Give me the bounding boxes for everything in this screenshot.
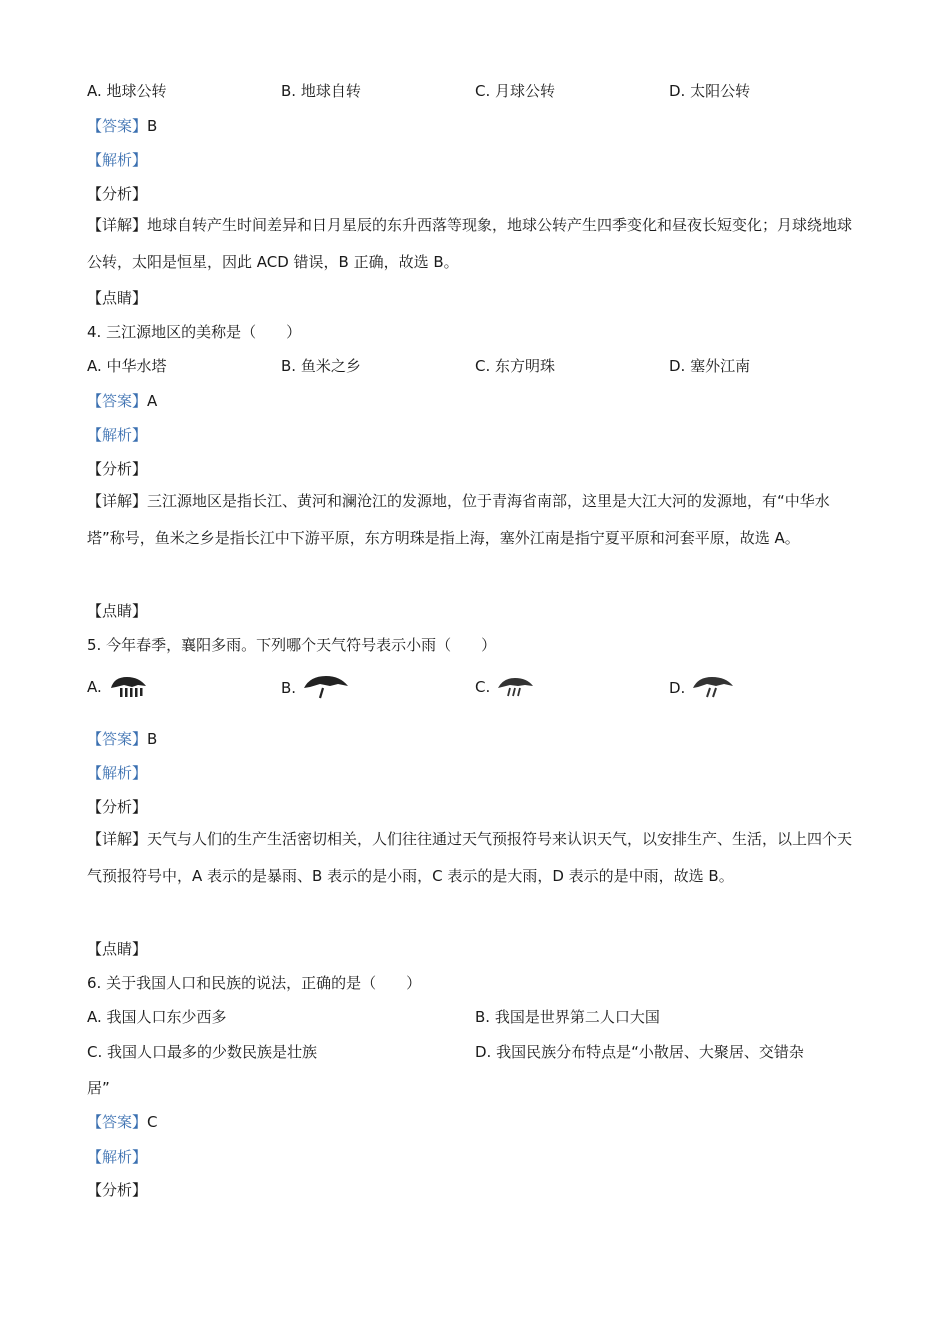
q4-fenxi: 【分析】 bbox=[87, 460, 148, 478]
answer-tag: 【答案】 bbox=[87, 392, 148, 410]
answer-tag: 【答案】 bbox=[87, 1113, 148, 1131]
q5-option-d bbox=[669, 674, 735, 702]
answer-value: A bbox=[147, 392, 158, 410]
moderate-rain-symbol-icon bbox=[691, 674, 735, 702]
q5-dianjing: 【点睛】 bbox=[87, 940, 148, 958]
q5-fenxi: 【分析】 bbox=[87, 798, 148, 816]
q6-question: 6. 关于我国人口和民族的说法，正确的是（ ） bbox=[87, 974, 422, 992]
q3-option-d: D. 太阳公转 bbox=[669, 82, 751, 100]
answer-tag: 【答案】 bbox=[87, 730, 148, 748]
q5-answer bbox=[87, 729, 157, 749]
answer-value: C bbox=[147, 1113, 158, 1131]
option-label: B. bbox=[281, 679, 297, 697]
q4-answer bbox=[87, 391, 157, 411]
q6-option-d-continued: 居” bbox=[87, 1079, 110, 1097]
option-label: C. bbox=[475, 678, 491, 696]
q6-answer bbox=[87, 1112, 158, 1132]
answer-value: B bbox=[147, 117, 158, 135]
q3-dianjing: 【点睛】 bbox=[87, 289, 148, 307]
light-rain-symbol-icon bbox=[302, 674, 350, 702]
q6-jiexi: 【解析】 bbox=[87, 1148, 148, 1166]
heavy-rain-symbol-icon bbox=[496, 674, 536, 700]
option-label: A. bbox=[87, 678, 102, 696]
q3-option-b: B. 地球自转 bbox=[281, 82, 361, 100]
detail-tag: 【详解】 bbox=[87, 216, 148, 234]
option-label: D. bbox=[669, 679, 686, 697]
q4-question: 4. 三江源地区的美称是（ ） bbox=[87, 323, 302, 341]
answer-value: B bbox=[147, 730, 158, 748]
q4-dianjing: 【点睛】 bbox=[87, 602, 148, 620]
q3-answer bbox=[87, 116, 157, 136]
q4-option-b: B. 鱼米之乡 bbox=[281, 357, 361, 375]
q5-option-a bbox=[87, 674, 150, 700]
q5-option-c bbox=[475, 674, 536, 700]
q3-detail bbox=[87, 207, 867, 281]
q6-option-d: D. 我国民族分布特点是“小散居、大聚居、交错杂 bbox=[475, 1043, 804, 1061]
q4-option-a: A. 中华水塔 bbox=[87, 357, 167, 375]
q3-option-a: A. 地球公转 bbox=[87, 82, 167, 100]
q3-fenxi: 【分析】 bbox=[87, 185, 148, 203]
detail-text: 地球自转产生时间差异和日月星辰的东升西落等现象，地球公转产生四季变化和昼夜长短变化；月球绕地球公转，太阳是恒星，因此 ACD 错误，B 正确，故选 B。 bbox=[87, 216, 853, 271]
q4-option-d: D. 塞外江南 bbox=[669, 357, 751, 375]
q5-question: 5. 今年春季，襄阳多雨。下列哪个天气符号表示小雨（ ） bbox=[87, 636, 497, 654]
answer-tag: 【答案】 bbox=[87, 117, 148, 135]
detail-tag: 【详解】 bbox=[87, 492, 148, 510]
q4-detail bbox=[87, 483, 867, 557]
q3-jiexi: 【解析】 bbox=[87, 151, 148, 169]
detail-text: 天气与人们的生产生活密切相关，人们往往通过天气预报符号来认识天气，以安排生产、生活，以上四个天气预报符号中，A 表示的是暴雨、B 表示的是小雨，C 表示的是大雨，D 表示的是中雨，故选 B。 bbox=[87, 830, 853, 885]
q4-jiexi: 【解析】 bbox=[87, 426, 148, 444]
q5-option-b bbox=[281, 674, 350, 702]
detail-tag: 【详解】 bbox=[87, 830, 148, 848]
q4-option-c: C. 东方明珠 bbox=[475, 357, 556, 375]
q6-option-c: C. 我国人口最多的少数民族是壮族 bbox=[87, 1043, 318, 1061]
rainstorm-symbol-icon bbox=[108, 674, 150, 700]
q6-option-b: B. 我国是世界第二人口大国 bbox=[475, 1008, 660, 1026]
q6-option-a: A. 我国人口东少西多 bbox=[87, 1008, 227, 1026]
q5-jiexi: 【解析】 bbox=[87, 764, 148, 782]
q6-fenxi: 【分析】 bbox=[87, 1181, 148, 1199]
q5-detail bbox=[87, 821, 867, 895]
detail-text: 三江源地区是指长江、黄河和澜沧江的发源地，位于青海省南部，这里是大江大河的发源地，有“中华水塔”称号，鱼米之乡是指长江中下游平原，东方明珠是指上海，塞外江南是指宁夏平原和河套平原，故选 A。 bbox=[87, 492, 830, 547]
q3-option-c: C. 月球公转 bbox=[475, 82, 556, 100]
